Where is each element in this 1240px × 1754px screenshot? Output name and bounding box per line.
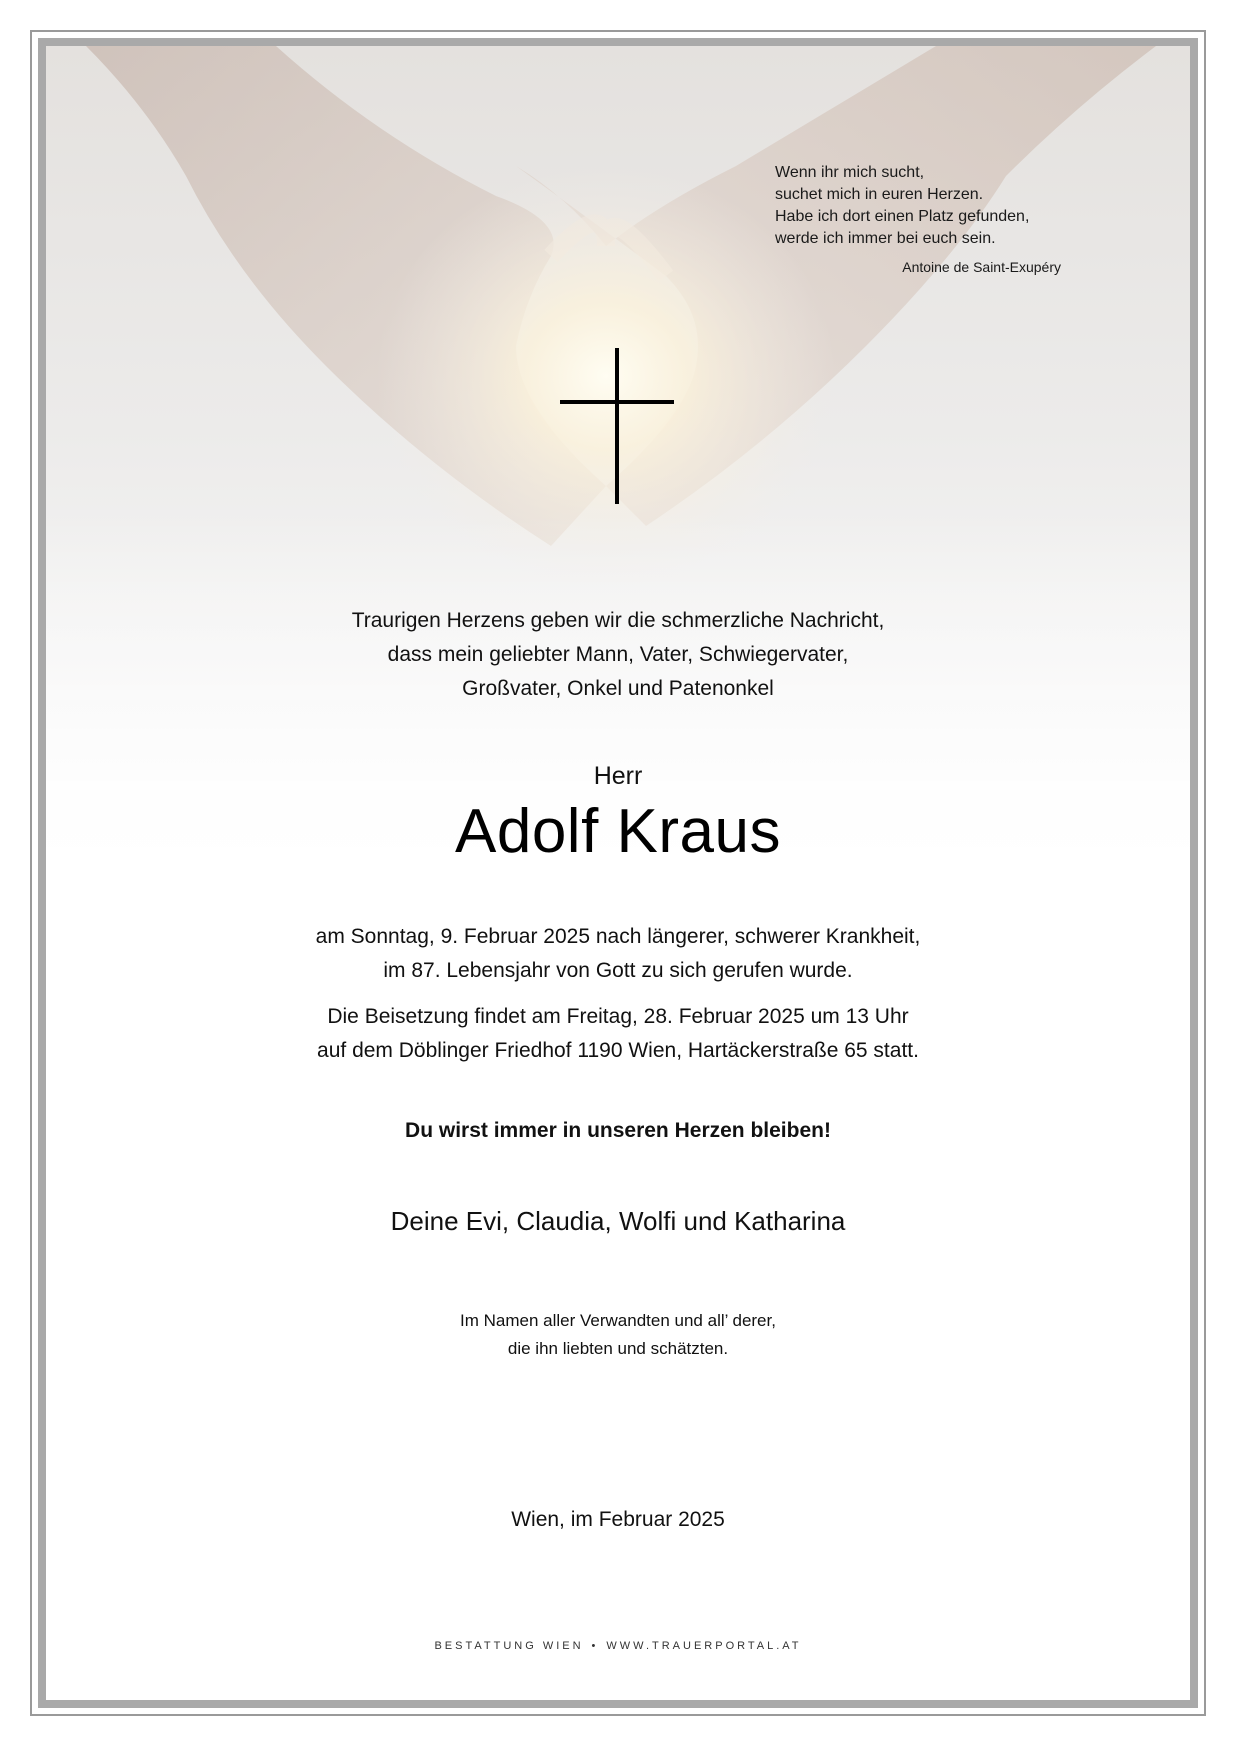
burial-line: auf dem Döblinger Friedhof 1190 Wien, Hartäckerstraße 65 statt.	[317, 1039, 919, 1062]
relatives-note	[46, 1307, 1190, 1363]
relatives-line: Im Namen aller Verwandten und all’ derer,	[460, 1311, 776, 1330]
footer-separator: •	[591, 1640, 599, 1652]
footer-website-link[interactable]: WWW.TRAUERPORTAL.AT	[606, 1640, 802, 1652]
relatives-line: die ihn liebten und schätzten.	[507, 1339, 729, 1358]
burial-line: Die Beisetzung findet am Freitag, 28. Februar 2025 um 13 Uhr	[327, 1005, 909, 1028]
family-signature: Deine Evi, Claudia, Wolfi und Katharina	[390, 1206, 846, 1236]
motto: Du wirst immer in unseren Herzen bleiben!	[405, 1119, 831, 1142]
quote-author: Antoine de Saint-Exupéry	[902, 259, 1061, 275]
salutation: Herr	[593, 762, 643, 790]
place-date: Wien, im Februar 2025	[511, 1508, 725, 1531]
quote-line: Wenn ihr mich sucht,	[775, 164, 925, 181]
cross-icon	[560, 348, 680, 508]
death-details	[46, 920, 1190, 988]
quote-line: Habe ich dort einen Platz gefunden,	[775, 208, 1030, 225]
footer-company: BESTATTUNG WIEN	[434, 1640, 584, 1652]
intro-line: dass mein geliebter Mann, Vater, Schwiegervater,	[387, 643, 849, 666]
intro-line: Großvater, Onkel und Patenonkel	[462, 677, 774, 700]
burial-details	[46, 1000, 1190, 1068]
deceased-name: Adolf Kraus	[454, 797, 781, 866]
death-line: im 87. Lebensjahr von Gott zu sich gerufen wurde.	[383, 959, 853, 982]
quote-line: suchet mich in euren Herzen.	[775, 186, 984, 203]
quote-block	[775, 162, 1075, 278]
death-line: am Sonntag, 9. Februar 2025 nach längerer, schwerer Krankheit,	[315, 925, 921, 948]
inner-border	[38, 38, 1198, 1708]
intro-text	[46, 604, 1190, 706]
intro-line: Traurigen Herzens geben wir die schmerzliche Nachricht,	[351, 609, 885, 632]
quote-line: werde ich immer bei euch sein.	[775, 230, 996, 247]
footer	[46, 1640, 1190, 1652]
